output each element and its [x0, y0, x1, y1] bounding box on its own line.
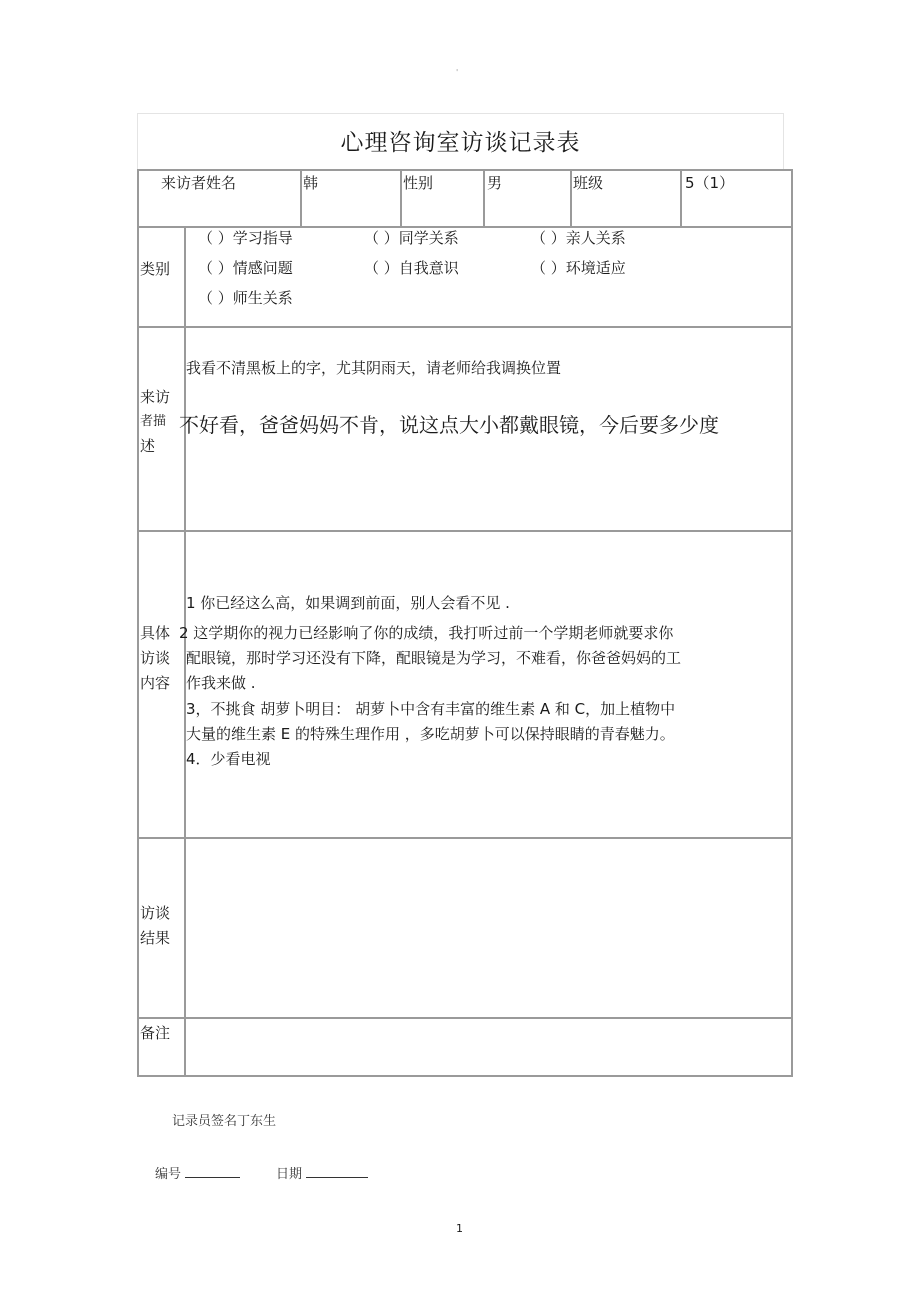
result-label-line: 结果 — [140, 929, 171, 947]
description-label-line: 来访 — [140, 388, 171, 406]
date-blank[interactable] — [306, 1165, 368, 1178]
class-value: 5（1） — [685, 174, 735, 192]
cell-divider — [300, 171, 302, 226]
number-blank[interactable] — [185, 1165, 240, 1178]
content-line: 作我来做 . — [186, 674, 256, 692]
notes-label: 备注 — [140, 1024, 171, 1042]
result-label-line: 访谈 — [140, 904, 171, 922]
row-divider — [139, 530, 791, 532]
category-option: （ ）情感问题 — [198, 259, 293, 277]
gender-label: 性别 — [403, 174, 434, 192]
class-label: 班级 — [573, 174, 604, 192]
cell-divider — [483, 171, 485, 226]
row-divider — [139, 1017, 791, 1019]
content-line: 3，不挑食 胡萝卜明目： 胡萝卜中含有丰富的维生素 A 和 C，加上植物中 — [186, 700, 676, 718]
category-label: 类别 — [140, 260, 171, 278]
number-field — [155, 1163, 240, 1182]
page-title: 心理咨询室访谈记录表 — [340, 130, 581, 156]
date-field — [276, 1163, 368, 1182]
description-label-line: 述 — [140, 437, 156, 455]
recorder-signature: 记录员签名丁东生 — [172, 1114, 277, 1129]
cell-divider — [680, 171, 682, 226]
header-mark: ' — [456, 68, 459, 77]
category-option: （ ）自我意识 — [364, 259, 459, 277]
visitor-name-value: 韩 — [303, 174, 319, 192]
visitor-name-label: 来访者姓名 — [161, 174, 237, 192]
row-divider — [139, 226, 791, 228]
category-option: （ ）环境适应 — [531, 259, 626, 277]
row-divider — [139, 837, 791, 839]
description-text: 不好看，爸爸妈妈不肯，说这点大小都戴眼镜，今后要多少度 — [179, 413, 719, 437]
content-label-line: 访谈 — [140, 649, 171, 667]
description-text: 我看不清黑板上的字，尤其阴雨天，请老师给我调换位置 — [186, 359, 562, 377]
record-table — [137, 169, 793, 1077]
content-label-line: 内容 — [140, 674, 171, 692]
cell-divider — [570, 171, 572, 226]
content-line: 1 你已经这么高，如果调到前面，别人会看不见 . — [186, 594, 510, 612]
page-number: 1 — [456, 1222, 463, 1235]
content-line: 大量的维生素 E 的特殊生理作用 ，多吃胡萝卜可以保持眼睛的青春魅力。 — [186, 725, 675, 743]
category-option: （ ）师生关系 — [198, 289, 293, 307]
gender-value: 男 — [487, 174, 503, 192]
cell-divider — [400, 171, 402, 226]
category-option: （ ）同学关系 — [364, 229, 459, 247]
category-option: （ ）学习指导 — [198, 229, 293, 247]
row-divider — [139, 326, 791, 328]
content-line: 配眼镜，那时学习还没有下降，配眼镜是为学习，不难看，你爸爸妈妈的工 — [186, 649, 682, 667]
description-label-line: 者描 — [140, 414, 167, 429]
category-option: （ ）亲人关系 — [531, 229, 626, 247]
content-line: 4．少看电视 — [186, 750, 271, 768]
content-line: 2 这学期你的视力已经影响了你的成绩，我打听过前一个学期老师就要求你 — [179, 624, 674, 642]
number-label: 编号 — [155, 1167, 182, 1182]
title-box — [137, 113, 784, 170]
date-label: 日期 — [276, 1167, 303, 1182]
content-label-line: 具体 — [140, 624, 171, 642]
